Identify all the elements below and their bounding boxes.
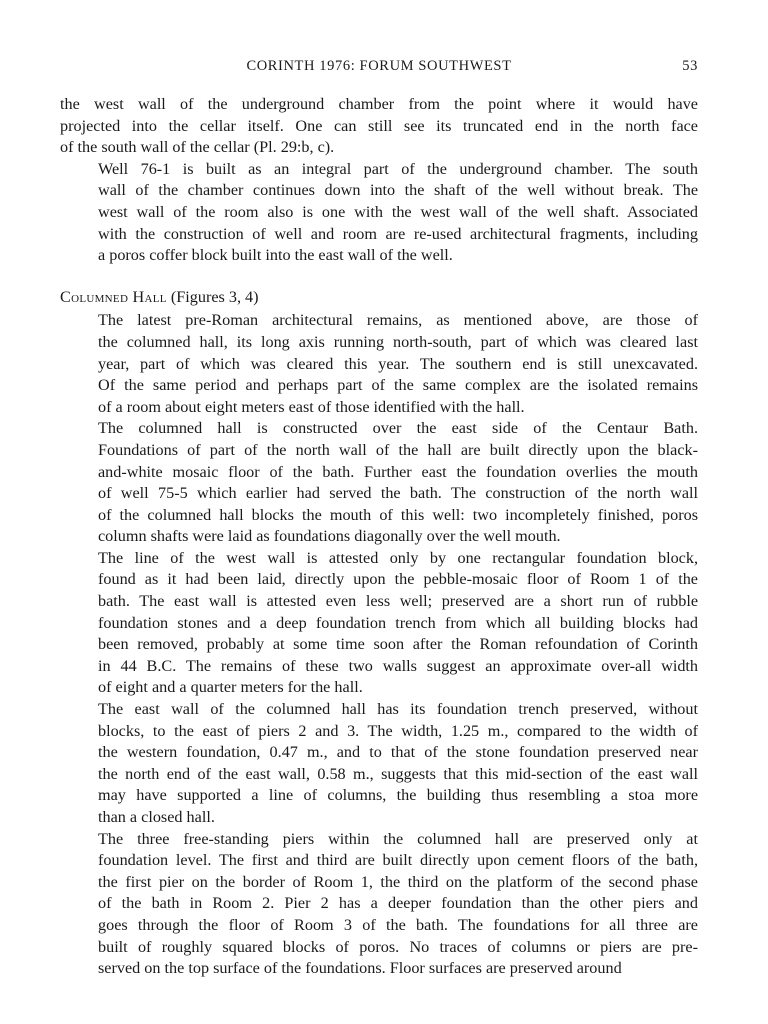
body-text bbox=[60, 94, 698, 980]
paragraph-p2 bbox=[60, 159, 698, 267]
text-line: foundation level. The first and third are built directly upon cement floors of the bath, bbox=[98, 851, 698, 870]
text-line: Of the same period and perhaps part of the same complex are the isolated remains bbox=[98, 376, 698, 395]
text-line: of eight and a quarter meters for the hall. bbox=[98, 678, 363, 697]
section-heading bbox=[60, 287, 698, 309]
text-line: of a room about eight meters east of those identified with the hall. bbox=[98, 397, 525, 416]
paragraph-p1 bbox=[60, 94, 698, 159]
text-line: been removed, probably at some time soon after the Roman refoundation of Corinth bbox=[98, 635, 698, 654]
text-line: projected into the cellar itself. One can still see its truncated end in the north face bbox=[60, 116, 698, 135]
text-line: and-white mosaic floor of the bath. Further east the foundation overlies the mouth bbox=[98, 462, 698, 481]
text-line: The east wall of the columned hall has its foundation trench preserved, without bbox=[98, 700, 698, 719]
text-line: than a closed hall. bbox=[98, 808, 215, 826]
text-line: in 44 B.C. The remains of these two walls suggest an approximate over-all width bbox=[98, 656, 698, 675]
running-title: CORINTH 1976: FORUM SOUTHWEST bbox=[246, 58, 512, 74]
text-line: The three free-standing piers within the columned hall are preserved only at bbox=[98, 829, 698, 848]
text-line: bath. The east wall is attested even less well; preserved are a short run of rubble bbox=[98, 592, 698, 611]
page-number: 53 bbox=[682, 58, 698, 74]
text-line: column shafts were laid as foundations diagonally over the well mouth. bbox=[98, 527, 561, 546]
text-line: served on the top surface of the foundations. Floor surfaces are preserved around bbox=[98, 959, 622, 978]
text-line: wall of the chamber continues down into the shaft of the well without break. The bbox=[98, 181, 698, 200]
text-line: the columned hall, its long axis running north-south, part of which was cleared last bbox=[98, 332, 698, 351]
text-line: found as it had been laid, directly upon the pebble-mosaic floor of Room 1 of the bbox=[98, 570, 698, 589]
text-line: the west wall of the underground chamber from the point where it would have bbox=[60, 95, 698, 113]
text-line: Well 76-1 is built as an integral part of the underground chamber. The south bbox=[98, 159, 698, 178]
text-line: west wall of the room also is one with the west wall of the well shaft. Associated bbox=[98, 202, 698, 221]
paragraph-p5 bbox=[60, 548, 698, 699]
text-line: of the columned hall blocks the mouth of this well: two incompletely finished, poros bbox=[98, 505, 698, 524]
text-line: the western foundation, 0.47 m., and to that of the stone foundation preserved near bbox=[98, 743, 698, 762]
text-line: a poros coffer block built into the east wall of the well. bbox=[98, 246, 453, 265]
text-line: blocks, to the east of piers 2 and 3. The width, 1.25 m., compared to the width of bbox=[98, 721, 698, 740]
text-line: may have supported a line of columns, the building thus resembling a stoa more bbox=[98, 786, 698, 805]
paragraph-p4 bbox=[60, 418, 698, 548]
text-line: with the construction of well and room are re-used architectural fragments, including bbox=[98, 224, 698, 243]
text-line: Foundations of part of the north wall of the hall are built directly upon the black- bbox=[98, 440, 698, 459]
text-line: of the south wall of the cellar (Pl. 29:b, c). bbox=[60, 138, 335, 157]
section-heading-reference: (Figures 3, 4) bbox=[166, 287, 259, 306]
text-line: foundation stones and a deep foundation trench from which all building blocks had bbox=[98, 613, 698, 632]
text-line: of well 75-5 which earlier had served the bath. The construction of the north wall bbox=[98, 484, 698, 503]
text-line: goes through the floor of Room 3 of the bath. The foundations for all three are bbox=[98, 915, 698, 934]
text-line: The line of the west wall is attested only by one rectangular foundation block, bbox=[98, 548, 698, 567]
paragraph-p3 bbox=[60, 310, 698, 418]
running-head bbox=[60, 58, 698, 80]
text-line: built of roughly squared blocks of poros. No traces of columns or piers are pre- bbox=[98, 937, 698, 956]
text-line: of the bath in Room 2. Pier 2 has a deeper foundation than the other piers and bbox=[98, 894, 698, 913]
text-line: the first pier on the border of Room 1, the third on the platform of the second phase bbox=[98, 872, 698, 891]
section-heading-title: Columned Hall bbox=[60, 287, 167, 306]
text-line: year, part of which was cleared this year. The southern end is still unexcavated. bbox=[98, 354, 698, 373]
text-line: The columned hall is constructed over the east side of the Centaur Bath. bbox=[98, 419, 698, 438]
paragraph-p7 bbox=[60, 829, 698, 980]
text-line: the north end of the east wall, 0.58 m., suggests that this mid-section of the east wall bbox=[98, 764, 698, 783]
paragraph-p6 bbox=[60, 699, 698, 829]
text-line: The latest pre-Roman architectural remains, as mentioned above, are those of bbox=[98, 311, 698, 330]
